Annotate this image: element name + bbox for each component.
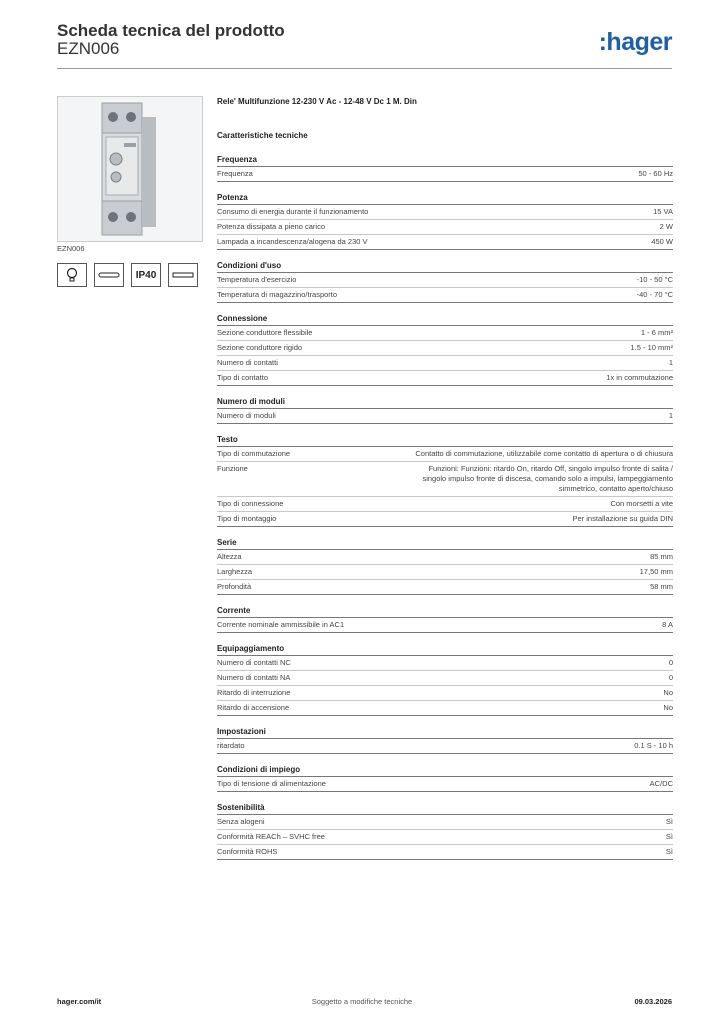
section-title: Frequenza bbox=[217, 154, 673, 167]
spec-label: Lampada a incandescenza/alogena da 230 V bbox=[217, 237, 368, 246]
spec-label: Ritardo di interruzione bbox=[217, 688, 291, 697]
section-title: Equipaggiamento bbox=[217, 643, 673, 656]
spec-value: 8 A bbox=[662, 620, 673, 629]
spec-row bbox=[217, 371, 673, 386]
spec-value: 0.1 S - 10 h bbox=[634, 741, 673, 750]
product-image bbox=[57, 96, 203, 242]
spec-row bbox=[217, 356, 673, 371]
spec-label: Sezione conduttore flessibile bbox=[217, 328, 313, 337]
spec-section bbox=[217, 192, 673, 250]
spec-label: Tipo di tensione di alimentazione bbox=[217, 779, 326, 788]
spec-label: Numero di contatti NA bbox=[217, 673, 291, 682]
spec-value: 1x in commutazione bbox=[606, 373, 673, 382]
spec-row bbox=[217, 845, 673, 860]
spec-label: Funzione bbox=[217, 464, 248, 473]
section-title: Sostenibilità bbox=[217, 802, 673, 815]
section-title: Corrente bbox=[217, 605, 673, 618]
spec-label: Conformità ROHS bbox=[217, 847, 278, 856]
spec-value: 50 - 60 Hz bbox=[638, 169, 673, 178]
spec-section bbox=[217, 396, 673, 424]
din-rail-icon bbox=[168, 263, 198, 287]
spec-section bbox=[217, 154, 673, 182]
spec-label: Corrente nominale ammissibile in AC1 bbox=[217, 620, 345, 629]
spec-row bbox=[217, 565, 673, 580]
spec-row bbox=[217, 205, 673, 220]
page-title: Scheda tecnica del prodotto bbox=[57, 21, 285, 40]
spec-value: 17,50 mm bbox=[639, 567, 673, 576]
spec-label: Profondità bbox=[217, 582, 252, 591]
section-title: Condizioni d'uso bbox=[217, 260, 673, 273]
spec-value: No bbox=[663, 688, 673, 697]
spec-section bbox=[217, 537, 673, 595]
spec-row bbox=[217, 341, 673, 356]
spec-label: Numero di contatti bbox=[217, 358, 278, 367]
spec-value: 1.5 - 10 mm² bbox=[630, 343, 673, 352]
spec-row bbox=[217, 167, 673, 182]
spec-label: Numero di moduli bbox=[217, 411, 276, 420]
spec-row bbox=[217, 235, 673, 250]
spec-value: 1 bbox=[668, 411, 673, 420]
spec-row bbox=[217, 618, 673, 633]
spec-row bbox=[217, 326, 673, 341]
spec-row bbox=[217, 550, 673, 565]
spec-row bbox=[217, 656, 673, 671]
spec-value: 1 bbox=[668, 358, 673, 367]
spec-label: Numero di contatti NC bbox=[217, 658, 291, 667]
spec-label: Conformità REACh – SVHC free bbox=[217, 832, 325, 841]
spec-value: -10 - 50 °C bbox=[636, 275, 673, 284]
spec-value: Per installazione su guida DIN bbox=[572, 514, 673, 523]
spec-value: 0 bbox=[668, 673, 673, 682]
spec-label: Senza alogeni bbox=[217, 817, 265, 826]
spec-row bbox=[217, 777, 673, 792]
spec-label: Ritardo di accensione bbox=[217, 703, 290, 712]
spec-value: Funzioni: Funzioni: ritardo On, ritardo Off, singolo impulso fronte di salita / singolo impulso fronte di discesa, comando solo a impulsi, lampeggiamento simmetrico, contatto aperto/chiuso bbox=[422, 464, 673, 493]
spec-row bbox=[217, 512, 673, 527]
spec-value: 15 VA bbox=[653, 207, 673, 216]
spec-row bbox=[217, 220, 673, 235]
section-title: Connessione bbox=[217, 313, 673, 326]
spec-label: ritardato bbox=[217, 741, 245, 750]
spec-value: Sì bbox=[665, 832, 673, 841]
spec-row bbox=[217, 462, 673, 497]
header-divider bbox=[57, 68, 672, 69]
footer-note: Soggetto a modifiche tecniche bbox=[311, 997, 413, 1006]
spec-row bbox=[217, 739, 673, 754]
spec-label: Frequenza bbox=[217, 169, 253, 178]
spec-value: Sì bbox=[665, 847, 673, 856]
spec-value: Sì bbox=[665, 817, 673, 826]
spec-label: Larghezza bbox=[217, 567, 253, 576]
spec-label: Consumo di energia durante il funzionamento bbox=[217, 207, 369, 216]
spec-value: 450 W bbox=[651, 237, 673, 246]
spec-row bbox=[217, 273, 673, 288]
spec-label: Temperatura di magazzino/trasporto bbox=[217, 290, 338, 299]
spec-row bbox=[217, 288, 673, 303]
footer-website[interactable]: hager.com/it bbox=[57, 997, 102, 1006]
spec-label: Tipo di commutazione bbox=[217, 449, 291, 458]
spec-row bbox=[217, 409, 673, 424]
spec-section bbox=[217, 764, 673, 792]
feature-icons bbox=[57, 263, 198, 287]
spec-section bbox=[217, 313, 673, 386]
spec-row bbox=[217, 830, 673, 845]
spec-row bbox=[217, 580, 673, 595]
spec-label: Tipo di montaggio bbox=[217, 514, 277, 523]
spec-value: -40 - 70 °C bbox=[636, 290, 673, 299]
section-title: Impostazioni bbox=[217, 726, 673, 739]
spec-section bbox=[217, 802, 673, 860]
section-title: Potenza bbox=[217, 192, 673, 205]
hager-logo: :hager bbox=[598, 28, 672, 56]
section-title: Condizioni di impiego bbox=[217, 764, 673, 777]
spec-row bbox=[217, 497, 673, 512]
spec-value: No bbox=[663, 703, 673, 712]
features-title: Caratteristiche tecniche bbox=[217, 131, 308, 140]
spec-label: Tipo di contatto bbox=[217, 373, 269, 382]
ip-rating-icon: IP40 bbox=[131, 263, 161, 287]
spec-section bbox=[217, 643, 673, 716]
spec-label: Temperatura d'esercizio bbox=[217, 275, 297, 284]
product-title: Rele' Multifunzione 12-230 V Ac - 12-48 V Dc 1 M. Din bbox=[217, 97, 417, 106]
spec-section bbox=[217, 605, 673, 633]
spec-value: 2 W bbox=[659, 222, 673, 231]
spec-label: Sezione conduttore rigido bbox=[217, 343, 303, 352]
spec-value: AC/DC bbox=[649, 779, 673, 788]
spec-label: Altezza bbox=[217, 552, 242, 561]
image-caption: EZN006 bbox=[57, 244, 85, 253]
spec-section bbox=[217, 434, 673, 527]
section-title: Testo bbox=[217, 434, 673, 447]
spec-row bbox=[217, 701, 673, 716]
spec-row bbox=[217, 447, 673, 462]
spec-section bbox=[217, 260, 673, 303]
spec-row bbox=[217, 815, 673, 830]
slim-rail-icon bbox=[94, 263, 124, 287]
spec-label: Potenza dissipata a pieno carico bbox=[217, 222, 325, 231]
section-title: Serie bbox=[217, 537, 673, 550]
spec-label: Tipo di connessione bbox=[217, 499, 284, 508]
product-code: EZN006 bbox=[57, 39, 120, 58]
spec-content bbox=[217, 96, 673, 870]
spec-sections bbox=[217, 154, 673, 860]
spec-value: 85 mm bbox=[650, 552, 673, 561]
spec-row bbox=[217, 686, 673, 701]
spec-row bbox=[217, 671, 673, 686]
footer-date: 09.03.2026 bbox=[634, 997, 672, 1006]
spec-value: 1 - 6 mm² bbox=[640, 328, 673, 337]
lamp-icon bbox=[57, 263, 87, 287]
spec-value: 0 bbox=[668, 658, 673, 667]
spec-value: 58 mm bbox=[650, 582, 673, 591]
spec-section bbox=[217, 726, 673, 754]
spec-value: Contatto di commutazione, utilizzabile come contatto di apertura o di chiusura bbox=[415, 449, 673, 458]
section-title: Numero di moduli bbox=[217, 396, 673, 409]
spec-value: Con morsetti a vite bbox=[610, 499, 673, 508]
